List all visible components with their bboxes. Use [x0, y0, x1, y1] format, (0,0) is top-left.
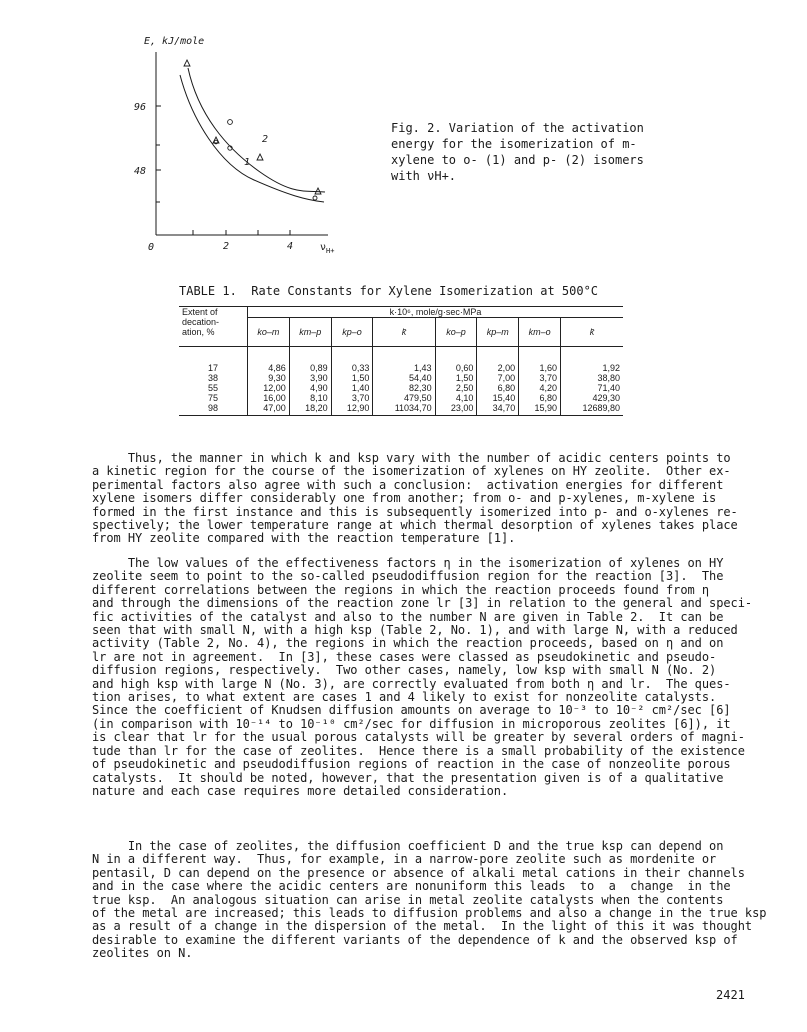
- page-number: 2421: [716, 988, 745, 1002]
- table-cell: 12689,80: [561, 403, 623, 416]
- y-tick-label: 96: [133, 102, 146, 113]
- table-cell: 7,00: [477, 373, 519, 383]
- table-cell: 9,30: [248, 373, 290, 383]
- table-row: [179, 383, 623, 393]
- paragraph-kinetic-region: Thus, the manner in which k and ksp vary with the number of acidic centers points to a kinetic region for the course of the isomerization of xylenes on HY zeolite. Other ex- perimental factors also agree with such a conclusion: activation energies for different xylene isomers differ considerably one from another; from o- and p-xylenes, m-xylene is formed in the first instance and this is subsequently isomerized into p- and o-xylenes re- spectively; the lower temperature range at which thermal desorption of xylenes takes place from HY zeolite compared with the reaction temperature [1].: [92, 451, 738, 546]
- column-header: kp–o: [331, 318, 373, 347]
- table-cell: 18,20: [289, 403, 331, 416]
- table-cell: 3,70: [331, 393, 373, 403]
- table-cell: 4,90: [289, 383, 331, 393]
- table-cell: 16,00: [248, 393, 290, 403]
- table-cell: 23,00: [435, 403, 477, 416]
- y-axis-label: E, kJ/mole: [144, 36, 205, 47]
- column-header: ko–m: [248, 318, 290, 347]
- table-cell: 1,50: [331, 373, 373, 383]
- x-axis-label: $\nu_{H+}$: [320, 242, 335, 255]
- curve-label-1: 1: [244, 157, 251, 168]
- table-cell: 98: [179, 403, 248, 416]
- paragraph-diffusion-coefficient: In the case of zeolites, the diffusion coefficient D and the true ksp can depend on N in a different way. Thus, for example, in a narrow-pore zeolite such as mordenite or pentasil, D can depend on the presence or absence of alkali metal cations in their channels and in the case where the acidic centers are nonuniform this leads to a change in the true ksp. An analogous situation can arise in metal zeolite catalysts when the contents of the metal are increased; this leads to diffusion problems and also a change in the true ksp as a result of a change in the dispersion of the metal. In the light of this it was thought desirable to examine the different variants of the dependence of k and the observed ksp of zeolites on N.: [92, 839, 767, 961]
- point-triangle: [257, 154, 263, 160]
- point-triangle: [184, 60, 190, 66]
- table-cell: 3,90: [289, 373, 331, 383]
- table-cell: 429,30: [592, 393, 620, 403]
- table-cell: 0,33: [331, 347, 373, 374]
- column-header: km–p: [289, 318, 331, 347]
- table-cell: 75: [179, 393, 248, 403]
- table-cell: 34,70: [477, 403, 519, 416]
- table-cell: 54,40: [373, 373, 435, 383]
- point-circle: [228, 120, 233, 125]
- table-cell: 479,50: [373, 393, 435, 403]
- column-header: k̄: [561, 318, 623, 347]
- column-header: k̄: [373, 318, 435, 347]
- table-cell: 3,70: [519, 373, 561, 383]
- table-cell: 82,30: [373, 383, 435, 393]
- table-cell: 12,90: [331, 403, 373, 416]
- table-cell: 0,60: [435, 347, 477, 374]
- paragraph-effectiveness-factors: The low values of the effectiveness factors η in the isomerization of xylenes on HY zeolite seem to point to the so-called pseudodiffusion region for the reaction [3]. The different correlations between the regions in which the reaction proceeds found from η and through the dimensions of the reaction zone lr [3] in relation to the general and speci- fic activities of the catalyst and also to the number N are given in Table 2. It can be seen that with small N, with a high ksp (Table 2, No. 1), and with large N, with a reduced activity (Table 2, No. 4), the regions in which the reaction proceeds, based on η and on lr are not in agreement. In [3], these cases were classed as pseudokinetic and pseudo- diffusion regions, respectively. Two other cases, namely, low ksp with small N (No. 2) and high ksp with large N (No. 3), are correctly evaluated from both η and lr. The ques- tion arises, to what extent are cases 1 and 4 likely to exist for nonzeolite catalysts. Since the coefficient of Knudsen diffusion amounts on average to 10⁻³ to 10⁻² cm²/sec [6] (in comparison with 10⁻¹⁴ to 10⁻¹⁰ cm²/sec for diffusion in microporous zeolites [6]), it is clear that lr for the usual porous catalysts will be greater by several orders of magni- tude than lr for the case of zeolites. Hence there is a small probability of the existence of pseudokinetic and pseudodiffusion regions of reaction in the case of nonzeolite porous catalysts. It should be noted, however, that the presentation given is of a qualitative nature and each case requires more detailed consideration.: [92, 556, 753, 798]
- table-row: [179, 347, 623, 374]
- x-tick-label: 2: [222, 241, 230, 252]
- curve-2: [188, 68, 325, 192]
- table-cell: 4,86: [248, 347, 290, 374]
- unit-header: k·10⁶, mole/g·sec·MPa: [248, 307, 624, 318]
- x-tick-label: 4: [286, 241, 294, 252]
- table-cell: 1,92: [602, 363, 620, 373]
- row-header: Extent of decation- ation, %: [179, 307, 248, 347]
- column-header: ko–p: [435, 318, 477, 347]
- y-tick-label: 0: [147, 242, 154, 253]
- figure-caption: Fig. 2. Variation of the activation energy for the isomerization of m- xylene to o- (1) and p- (2) isomers with νH+.: [391, 121, 644, 183]
- table-cell: 17: [179, 347, 248, 374]
- table-cell: 11034,70: [373, 403, 435, 416]
- table-row: [179, 403, 623, 416]
- column-header: km–o: [519, 318, 561, 347]
- table-cell: 4,20: [519, 383, 561, 393]
- point-circle: [313, 196, 317, 200]
- table-cell: 6,80: [477, 383, 519, 393]
- curve-label-2: 2: [262, 134, 269, 145]
- rate-constants-table: [179, 306, 623, 416]
- table-cell: 4,10: [435, 393, 477, 403]
- table-cell: 1,40: [331, 383, 373, 393]
- y-tick-label: 48: [133, 166, 146, 177]
- curve-1: [180, 75, 324, 202]
- table-cell: 38: [179, 373, 248, 383]
- table-row: [179, 373, 623, 383]
- table-cell: 2,00: [477, 347, 519, 374]
- table-cell: 12,00: [248, 383, 290, 393]
- table-cell: 15,40: [477, 393, 519, 403]
- table-cell: 6,80: [519, 393, 561, 403]
- table-cell: 0,89: [289, 347, 331, 374]
- table-cell: 1,43: [373, 347, 435, 374]
- table-cell: 1,50: [435, 373, 477, 383]
- table-cell: 55: [179, 383, 248, 393]
- table-cell: 15,90: [519, 403, 561, 416]
- table-title: TABLE 1. Rate Constants for Xylene Isomerization at 500°C: [179, 284, 599, 298]
- table-cell: 47,00: [248, 403, 290, 416]
- table-cell: 2,50: [435, 383, 477, 393]
- table-row: [179, 393, 623, 403]
- table-cell: 8,10: [289, 393, 331, 403]
- column-header: kp–m: [477, 318, 519, 347]
- activation-energy-figure: [128, 30, 368, 260]
- table-cell: 1,60: [519, 347, 561, 374]
- table-cell: 38,80: [597, 373, 620, 383]
- table-cell: 71,40: [597, 383, 620, 393]
